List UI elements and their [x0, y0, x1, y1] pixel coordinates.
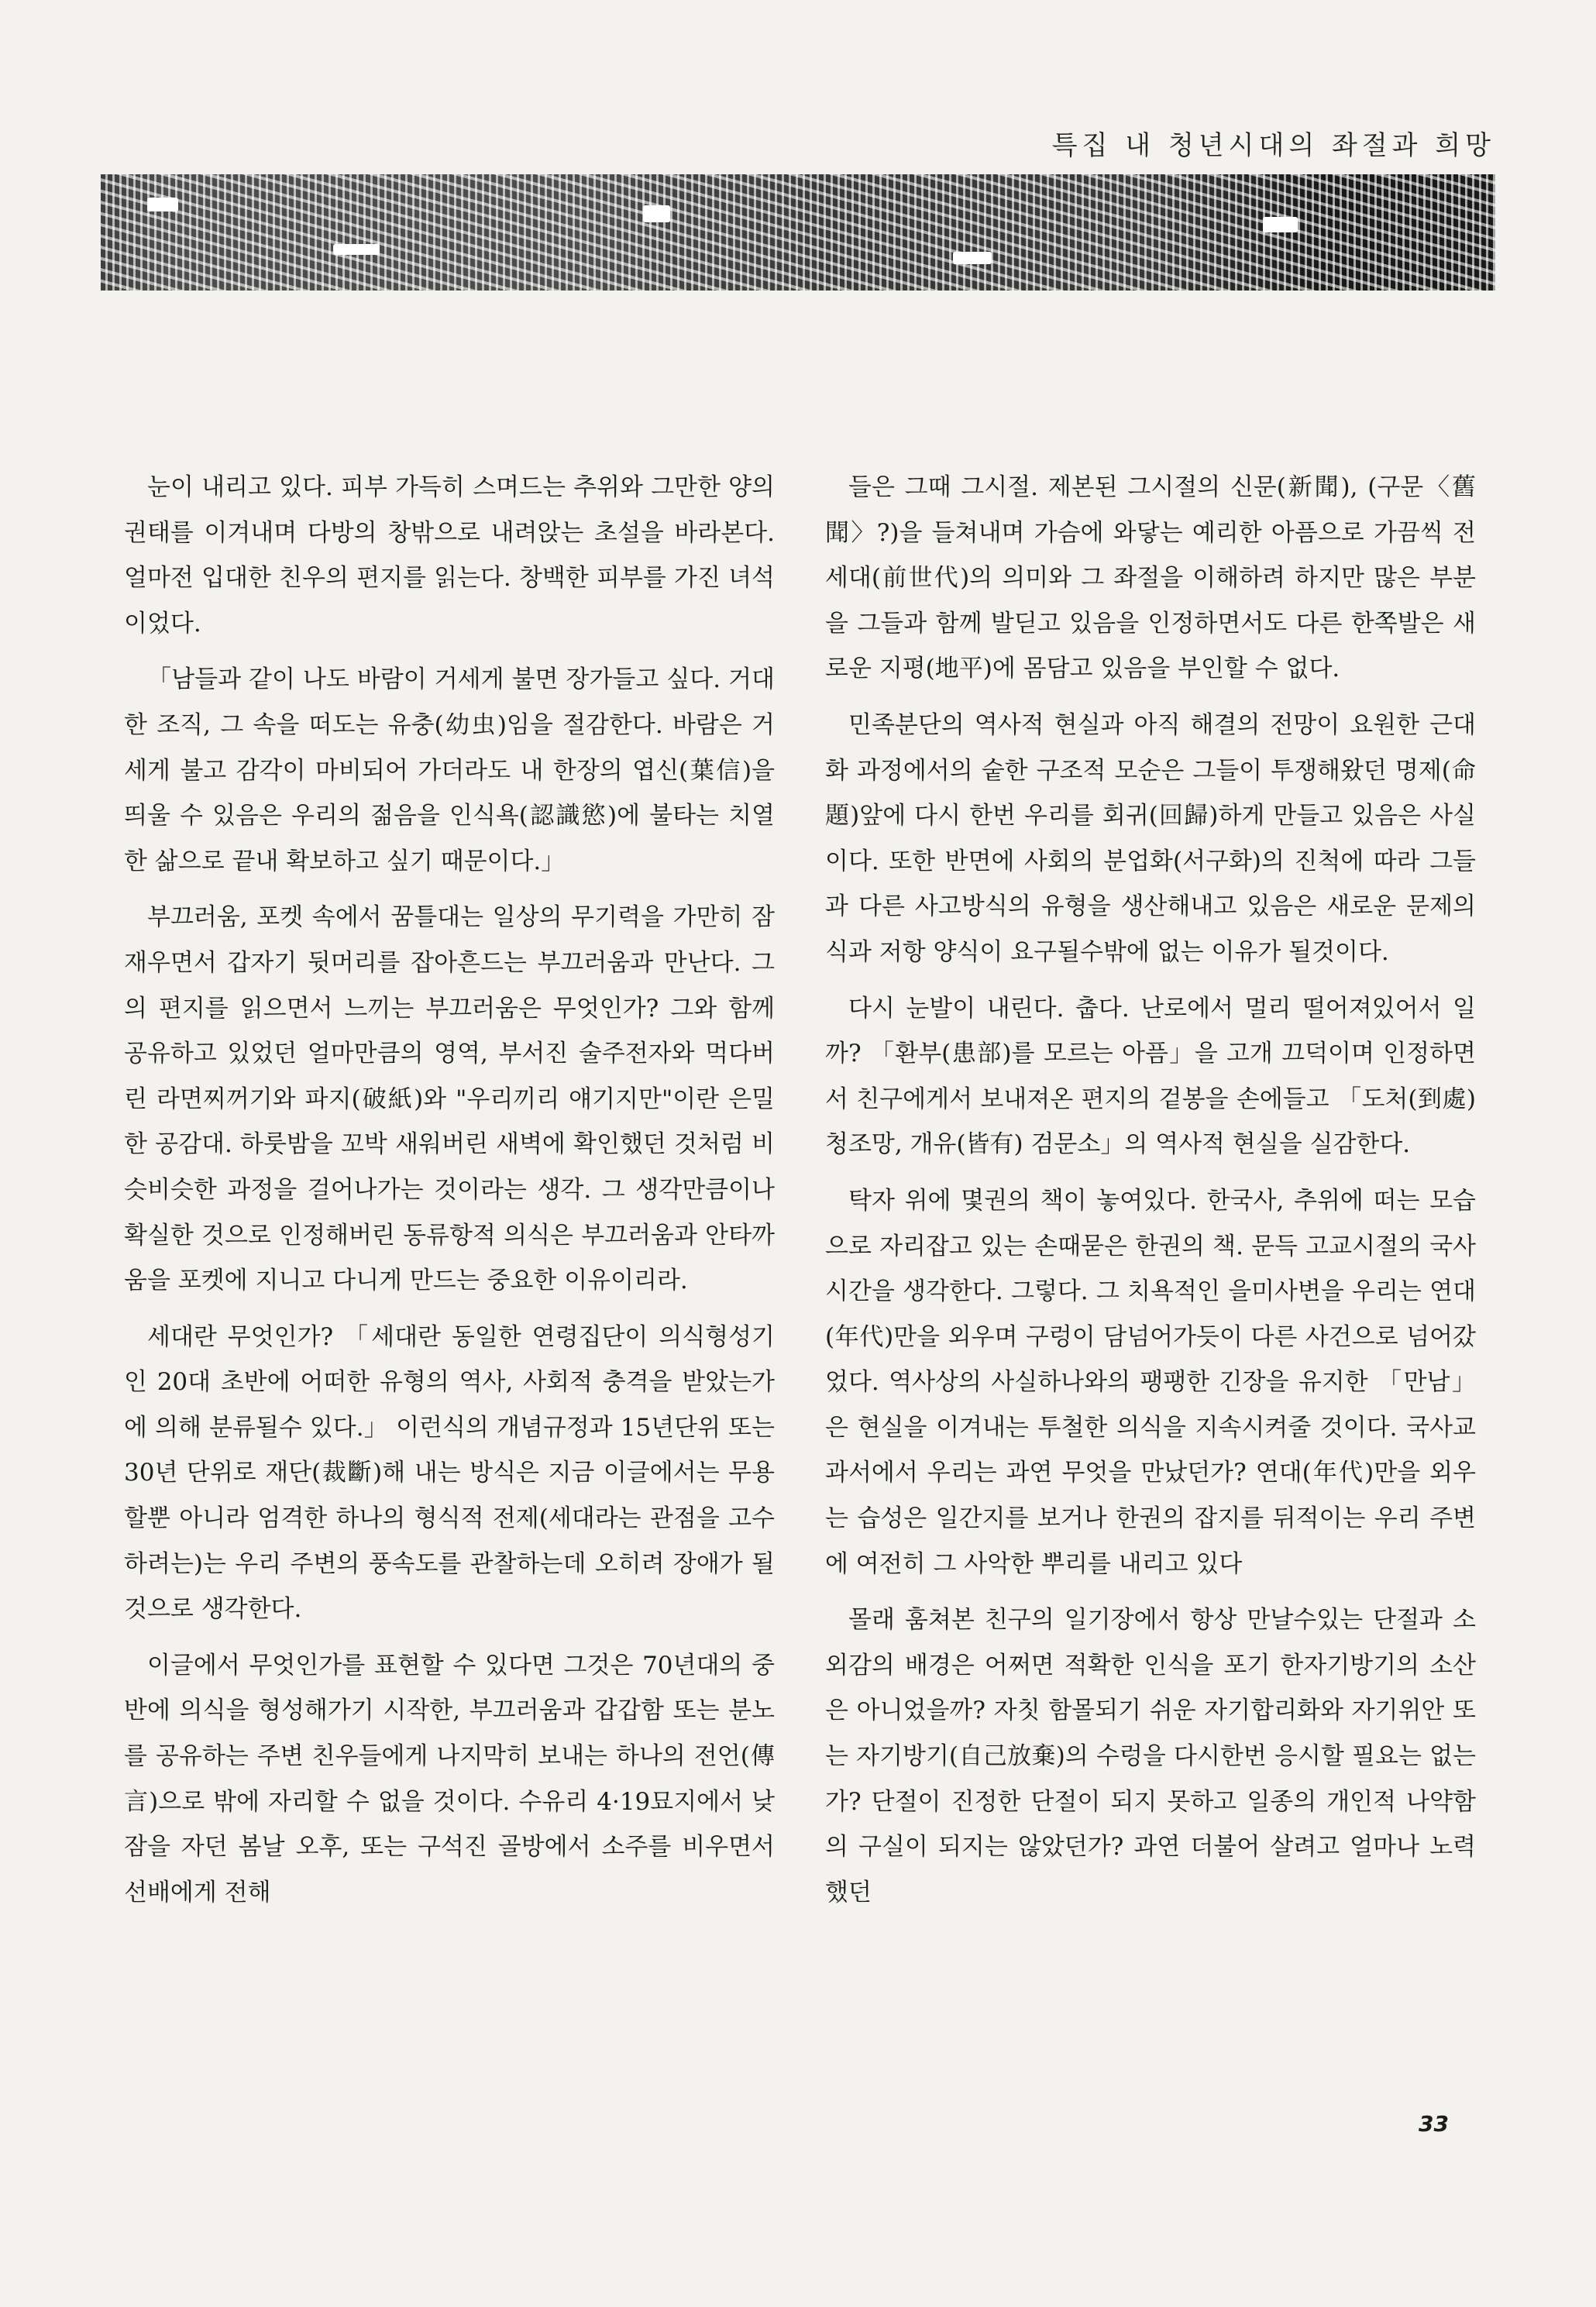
paragraph: 「남들과 같이 나도 바람이 거세게 불면 장가들고 싶다. 거대한 조직, 그 속을 떠도는 유충(幼虫)임을 절감한다. 바람은 거세게 불고 감각이 마비되어 가더라도 내 한장의 엽신(葉信)을 띄울 수 있음은 우리의 젊음을 인식욕(認識慾)에 불타는 치열한 삶으로 끝내 확보하고 싶기 때문이다.」 — [124, 665, 775, 875]
paragraph: 이글에서 무엇인가를 표현할 수 있다면 그것은 70년대의 중반에 의식을 형성해가기 시작한, 부끄러움과 갑갑함 또는 분노를 공유하는 주변 친우들에게 나지막히 보내는 하나의 전언(傳言)으로 밖에 자리할 수 없을 것이다. 수유리 4·19묘지에서 낮잠을 자던 봄날 오후, 또는 구석진 골방에서 소주를 비우면서 선배에게 전해 — [124, 1651, 775, 1906]
paragraph: 다시 눈발이 내린다. 춥다. 난로에서 멀리 떨어져있어서 일까? 「환부(患部)를 모르는 아픔」을 고개 끄덕이며 인정하면서 친구에게서 보내져온 편지의 겉봉을 손에들고 「도처(到處) 청조망, 개유(皆有) 검문소」의 역사적 현실을 실감한다. — [825, 994, 1476, 1159]
paragraph: 부끄러움, 포켓 속에서 꿈틀대는 일상의 무기력을 가만히 잠재우면서 갑자기 뒷머리를 잡아흔드는 부끄러움과 만난다. 그의 편지를 읽으면서 느끼는 부끄러움은 무엇인가? 그와 함께 공유하고 있었던 얼마만큼의 영역, 부서진 술주전자와 먹다버린 라면찌꺼기와 파지(破紙)와 "우리끼리 얘기지만"이란 은밀한 공감대. 하룻밤을 꼬박 새워버린 새벽에 확인했던 것처럼 비슷비슷한 과정을 걸어나가는 것이라는 생각. 그 생각만큼이나 확실한 것으로 인정해버린 동류항적 의식은 부끄러움과 안타까움을 포켓에 지니고 다니게 만드는 중요한 이유이리라. — [124, 903, 775, 1295]
paragraph: 눈이 내리고 있다. 피부 가득히 스며드는 추위와 그만한 양의 권태를 이겨내며 다방의 창밖으로 내려앉는 초설을 바라본다. 얼마전 입대한 친우의 편지를 읽는다. 창백한 피부를 가진 녀석이었다. — [124, 473, 775, 638]
paragraph: 몰래 훔쳐본 친구의 일기장에서 항상 만날수있는 단절과 소외감의 배경은 어쩌면 적확한 인식을 포기 한자기방기의 소산은 아니었을까? 자칫 함몰되기 쉬운 자기합리화와 자기위안 또는 자기방기(自己放棄)의 수렁을 다시한번 응시할 필요는 없는가? 단절이 진정한 단절이 되지 못하고 일종의 개인적 나약함의 구실이 되지는 않았던가? 과연 더불어 살려고 얼마나 노력했던 — [825, 1606, 1476, 1906]
paragraph: 탁자 위에 몇권의 책이 놓여있다. 한국사, 추위에 떠는 모습으로 자리잡고 있는 손때묻은 한권의 책. 문득 고교시절의 국사시간을 생각한다. 그렇다. 그 치욕적인 을미사변을 우리는 연대(年代)만을 외우며 구렁이 담넘어가듯이 다른 사건으로 넘어갔었다. 역사상의 사실하나와의 팽팽한 긴장을 유지한 「만남」은 현실을 이겨내는 투철한 의식을 지속시켜줄 것이다. 국사교과서에서 우리는 과연 무엇을 만났던가? 연대(年代)만을 외우는 습성은 일간지를 보거나 한권의 잡지를 뒤적이는 우리 주변에 여전히 그 사악한 뿌리를 내리고 있다 — [825, 1186, 1476, 1578]
left-column — [124, 465, 775, 1926]
section-title: 특집 내 청년시대의 좌절과 희망 — [1051, 130, 1495, 161]
right-column — [825, 465, 1476, 1926]
paragraph: 들은 그때 그시절. 제본된 그시절의 신문(新聞), (구문〈舊聞〉?)을 들쳐내며 가슴에 와닿는 예리한 아픔으로 가끔씩 전세대(前世代)의 의미와 그 좌절을 이해하려 하지만 많은 부분을 그들과 함께 발딛고 있음을 인정하면서도 다른 한쪽발은 새로운 지평(地平)에 몸담고 있음을 부인할 수 없다. — [825, 473, 1476, 683]
header-banner-image — [101, 174, 1495, 291]
paragraph: 세대란 무엇인가? 「세대란 동일한 연령집단이 의식형성기인 20대 초반에 어떠한 유형의 역사, 사회적 충격을 받았는가에 의해 분류될수 있다.」 이런식의 개념규정과 15년단위 또는 30년 단위로 재단(裁斷)해 내는 방식은 지금 이글에서는 무용할뿐 아니라 엄격한 하나의 형식적 전제(세대라는 관점을 고수하려는)는 우리 주변의 풍속도를 관찰하는데 오히려 장애가 될 것으로 생각한다. — [124, 1322, 775, 1624]
paragraph: 민족분단의 역사적 현실과 아직 해결의 전망이 요원한 근대화 과정에서의 숱한 구조적 모순은 그들이 투쟁해왔던 명제(命題)앞에 다시 한번 우리를 회귀(回歸)하게 만들고 있음은 사실이다. 또한 반면에 사회의 분업화(서구화)의 진척에 따라 그들과 다른 사고방식의 유형을 생산해내고 있음은 새로운 문제의식과 저항 양식이 요구될수밖에 없는 이유가 될것이다. — [825, 710, 1476, 966]
page-number: 33 — [1419, 2111, 1449, 2137]
